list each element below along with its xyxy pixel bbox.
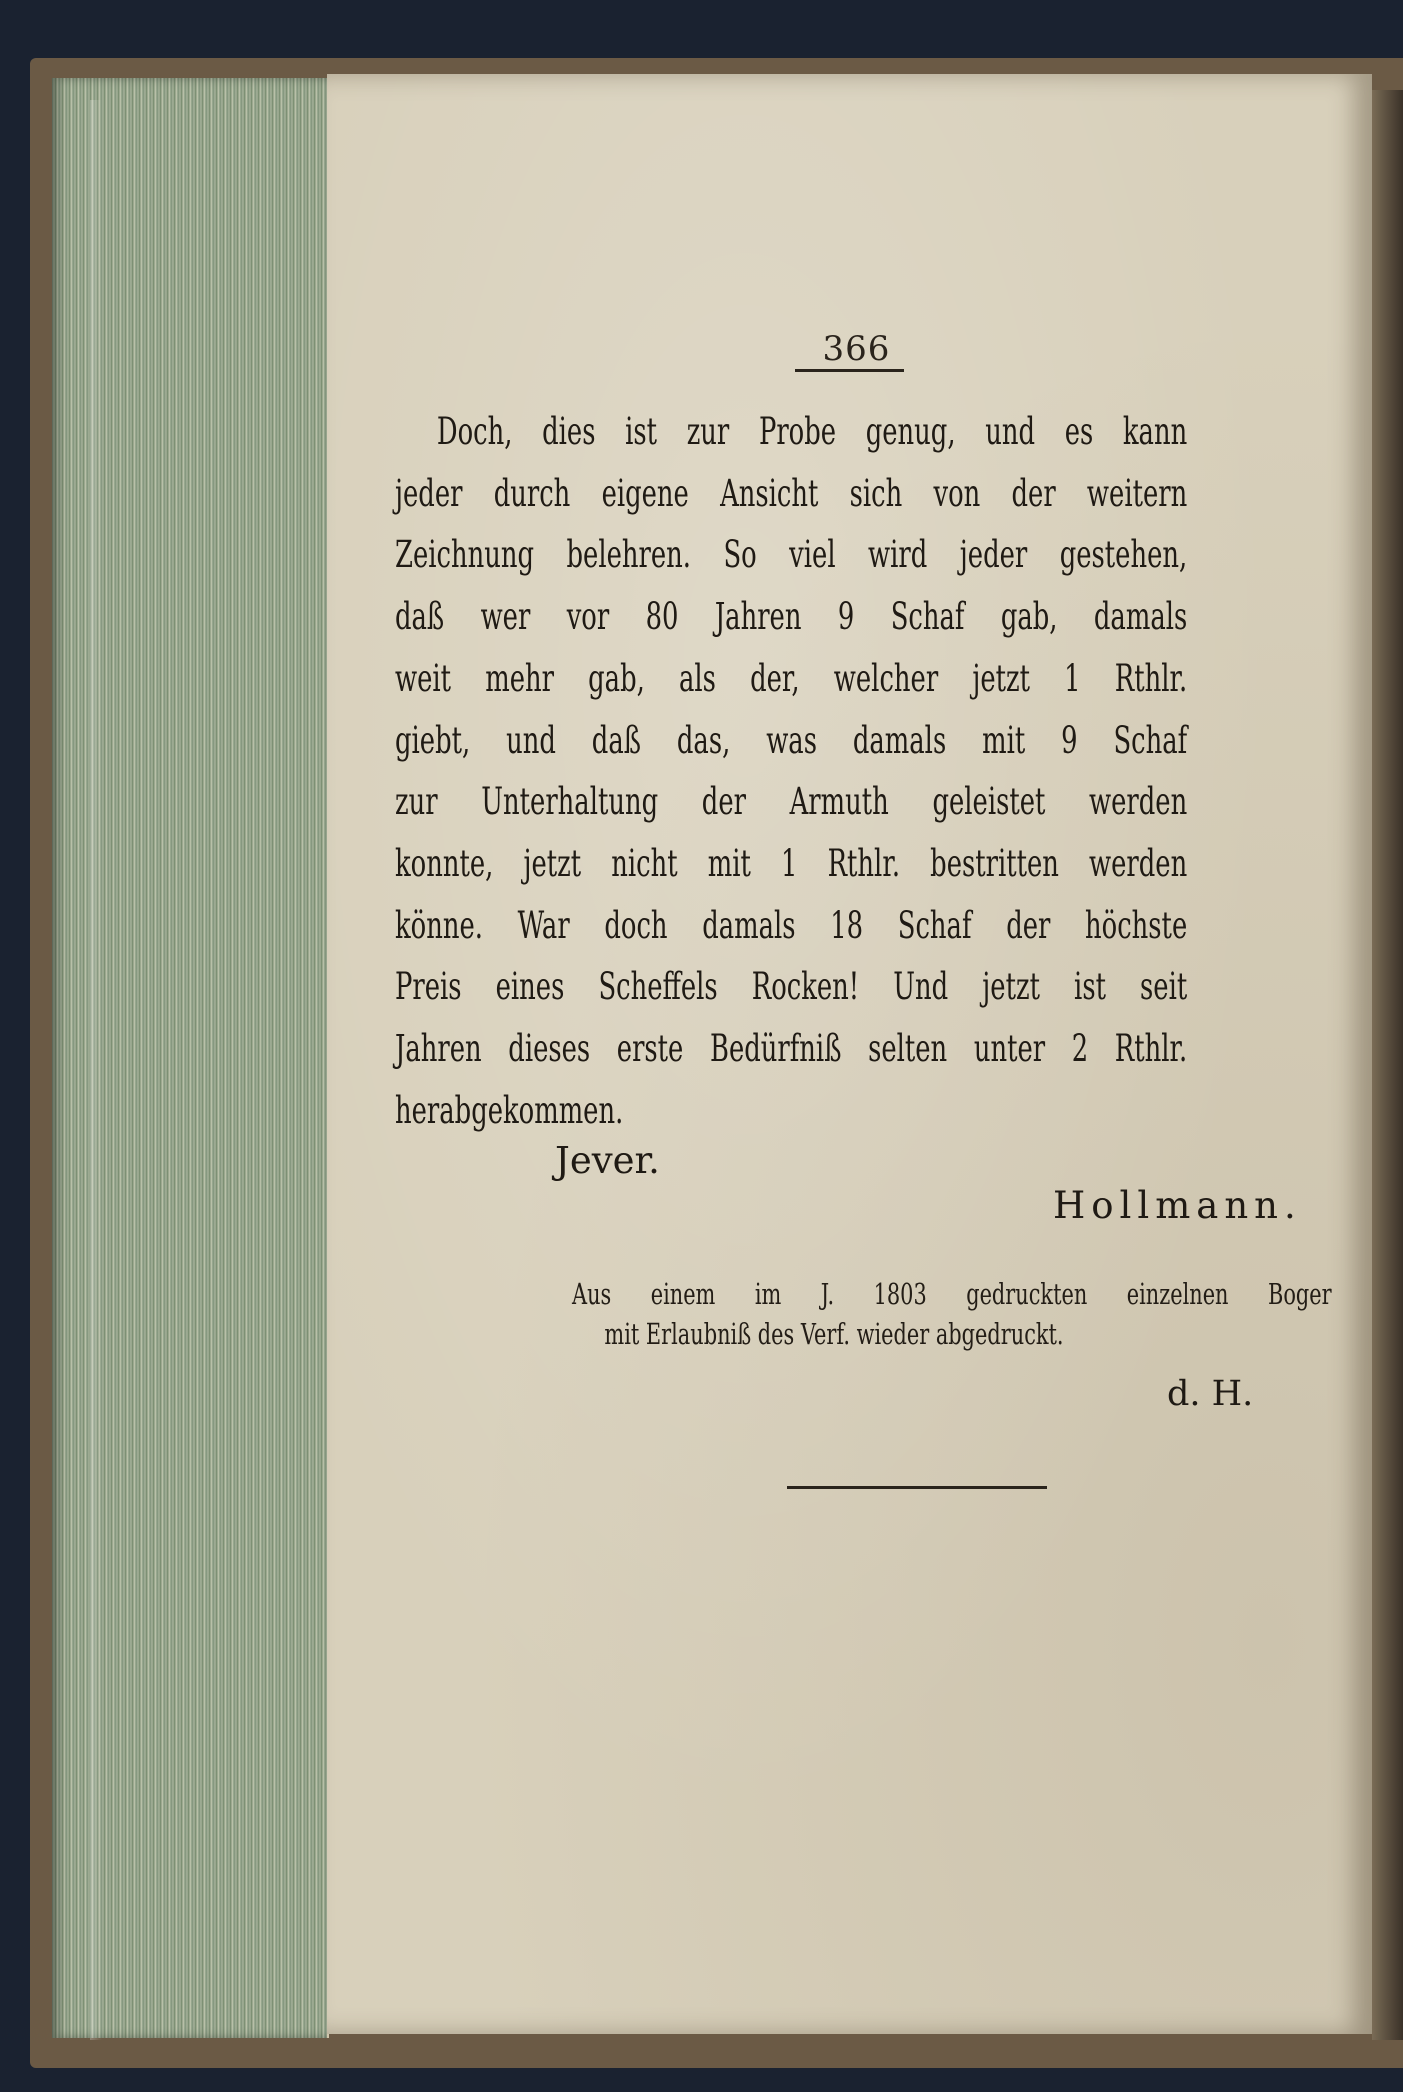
body-line: daß wer vor 80 Jahren 9 Schaf gab, damals [395, 595, 1188, 639]
book-gutter [1372, 90, 1403, 2040]
body-line: jeder durch eigene Ansicht sich von der weitern [395, 471, 1188, 515]
editor-note [572, 1274, 1332, 1354]
body-paragraph [395, 401, 1187, 1141]
note-line: Aus einem im J. 1803 gedruckten einzelnen Boger [572, 1277, 1332, 1311]
author-signature: Hollmann. [1053, 1184, 1302, 1227]
body-line: konnte, jetzt nicht mit 1 Rthlr. bestritten werden [395, 841, 1188, 885]
body-line: Jahren dieses erste Bedürfniß selten unter 2 Rthlr. [395, 1027, 1188, 1071]
body-line: könne. War doch damals 18 Schaf der höchste [395, 903, 1188, 947]
section-rule [787, 1486, 1047, 1489]
body-line: Preis eines Scheffels Rocken! Und jetzt ist seit [395, 965, 1188, 1009]
body-line: giebt, und daß das, was damals mit 9 Schaf [395, 718, 1188, 762]
page-number [327, 329, 1372, 372]
book-page [327, 74, 1372, 2034]
place-name: Jever. [555, 1139, 660, 1182]
body-line: Doch, dies ist zur Probe genug, und es kann [436, 410, 1188, 453]
page-number-text: 366 [795, 329, 905, 372]
body-line: Zeichnung belehren. So viel wird jeder gestehen, [395, 533, 1188, 577]
body-line: weit mehr gab, als der, welcher jetzt 1 Rthlr. [395, 656, 1188, 700]
note-line: mit Erlaubniß des Verf. wieder abgedruckt. [604, 1317, 1064, 1351]
body-line: herabgekommen. [395, 1088, 624, 1132]
body-line: zur Unterhaltung der Armuth geleistet werden [395, 780, 1188, 824]
page-edge-highlight [90, 100, 102, 2040]
editor-initials: d. H. [1167, 1374, 1254, 1414]
